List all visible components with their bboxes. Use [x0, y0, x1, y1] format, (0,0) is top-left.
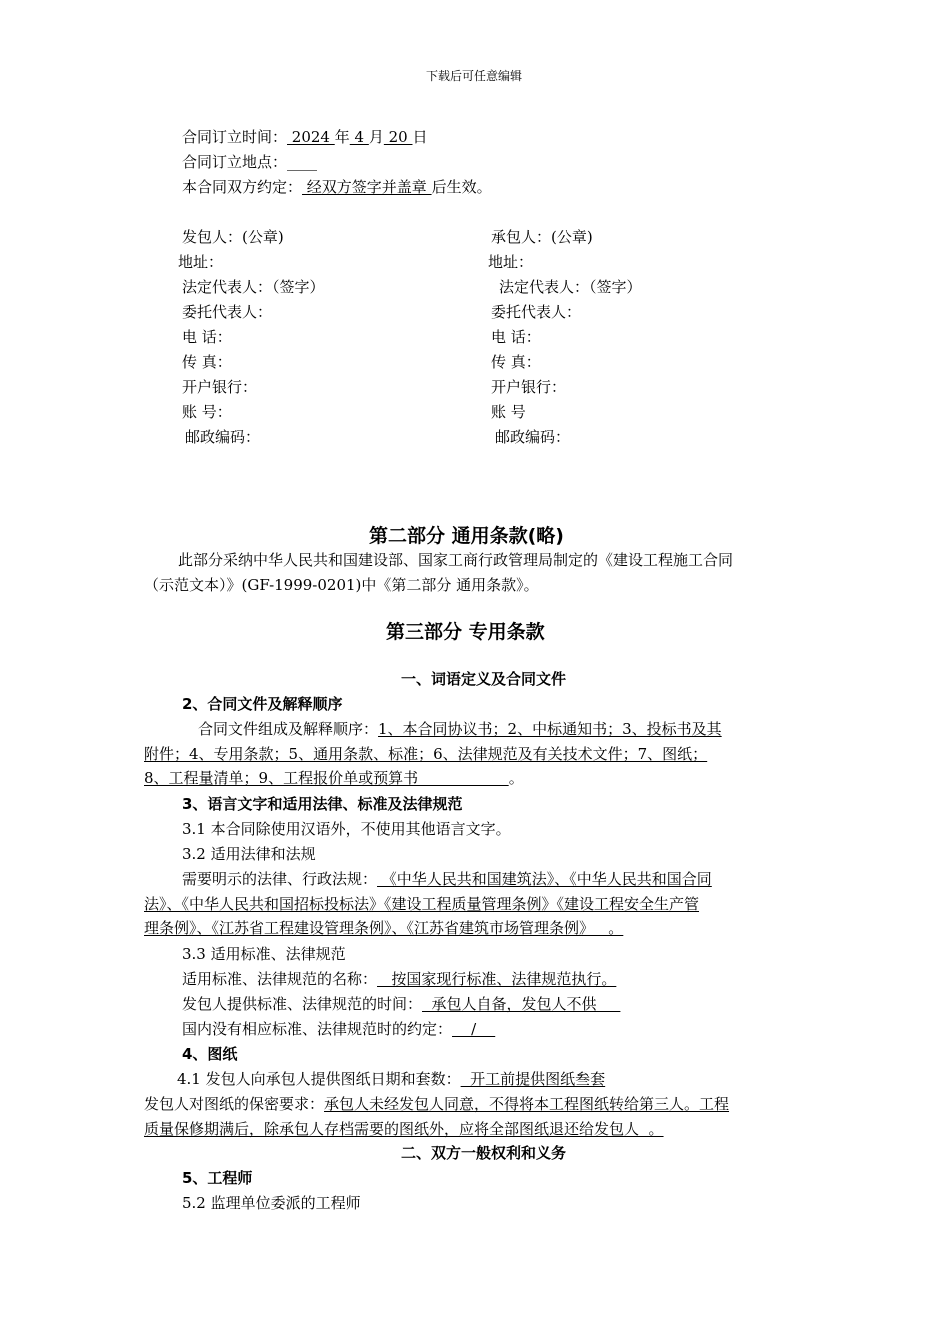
contract-agreement-line: [182, 177, 492, 197]
laws-line1: 《中华人民共和国建筑法》、《中华人民共和国合同: [377, 870, 712, 888]
employer-postcode-label: 邮政编码：: [185, 428, 261, 446]
laws-label: 需要明示的法律、行政法规：: [182, 870, 378, 888]
standards-none-line: [182, 1019, 495, 1039]
contract-date-year: 2024: [287, 128, 335, 146]
section-rights-heading: 二、双方一般权利和义务: [401, 1144, 567, 1162]
laws-line2: 法》、《中华人民共和国招标投标法》《建设工程质量管理条例》《建设工程安全生产管: [144, 894, 700, 913]
employer-bank-label: 开户银行：: [182, 378, 258, 396]
document-order-line3: 8、工程量清单；9、工程报价单或预算书: [144, 769, 509, 787]
standards-name-label: 适用标准、法律规范的名称：: [182, 970, 378, 988]
part2-title: 第二部分 通用条款(略): [369, 525, 564, 547]
contract-date-day: 20: [383, 128, 413, 146]
part2-body-line1: 此部分采纳中华人民共和国建设部、国家工商行政管理局制定的《建设工程施工合同: [178, 551, 734, 569]
year-unit: 年: [334, 128, 350, 146]
employer-address-label: 地址：: [178, 253, 224, 271]
clause2-heading: 2、合同文件及解释顺序: [182, 695, 343, 713]
contractor-legal-rep-label: 法定代表人：（签字）: [499, 278, 642, 296]
document-order-line1: 1、本合同协议书；2、中标通知书；3、投标书及其: [378, 720, 722, 738]
month-unit: 月: [368, 128, 384, 146]
confidentiality-label: 发包人对图纸的保密要求：: [144, 1095, 325, 1113]
section-definitions-heading: 一、词语定义及合同文件: [401, 670, 567, 688]
document-order-line2: 附件；4、专用条款；5、通用条款、标准；6、法律规范及有关技术文件；7、图纸；: [144, 744, 708, 763]
day-unit: 日: [412, 128, 428, 146]
clause3-1: 3.1 本合同除使用汉语外，不使用其他语言文字。: [182, 820, 511, 838]
clause4-1-label: 4.1 发包人向承包人提供图纸日期和套数：: [177, 1070, 461, 1088]
contractor-fax-label: 传 真：: [491, 353, 541, 371]
employer-party-label: 发包人：(公章): [182, 228, 284, 246]
employer-account-label: 账 号：: [182, 403, 232, 421]
contractor-agent-label: 委托代表人：: [491, 303, 582, 321]
employer-legal-rep-label: 法定代表人：（签字）: [182, 278, 325, 296]
standards-name-value: 按国家现行标准、法律规范执行。: [377, 970, 617, 988]
laws-paragraph: [144, 867, 806, 941]
standards-time-line: [182, 994, 620, 1014]
clause5-2: 5.2 监理单位委派的工程师: [182, 1194, 361, 1212]
contractor-phone-label: 电 话：: [491, 328, 541, 346]
confidentiality-paragraph: [144, 1092, 806, 1141]
part3-title: 第三部分 专用条款: [386, 621, 545, 643]
document-order-end: 。: [508, 769, 524, 787]
contract-agreement-suffix: 后生效。: [431, 178, 492, 196]
contract-date-label: 合同订立时间：: [182, 128, 288, 146]
clause5-heading: 5、工程师: [182, 1169, 253, 1187]
contract-agreement-label: 本合同双方约定：: [182, 178, 303, 196]
contract-place-value: ____: [287, 153, 318, 171]
contract-date-line: [182, 127, 428, 147]
contract-place-label: 合同订立地点：: [182, 153, 288, 171]
standards-none-label: 国内没有相应标准、法律规范时的约定：: [182, 1020, 453, 1038]
contractor-account-label: 账 号: [491, 403, 526, 421]
document-order-paragraph: [144, 717, 806, 791]
contract-agreement-value: 经双方签字并盖章: [302, 178, 432, 196]
contract-date-month: 4: [349, 128, 369, 146]
clause3-2: 3.2 适用法律和法规: [182, 845, 316, 863]
employer-phone-label: 电 话：: [182, 328, 232, 346]
employer-fax-label: 传 真：: [182, 353, 232, 371]
confidentiality-line1: 承包人未经发包人同意，不得将本工程图纸转给第三人。工程: [324, 1095, 730, 1113]
contractor-postcode-label: 邮政编码：: [495, 428, 571, 446]
clause3-heading: 3、语言文字和适用法律、标准及法律规范: [182, 795, 463, 813]
standards-time-label: 发包人提供标准、法律规范的时间：: [182, 995, 423, 1013]
confidentiality-line2: 质量保修期满后，除承包人存档需要的图纸外，应将全部图纸退还给发包人 。: [144, 1119, 664, 1138]
clause4-heading: 4、图纸: [182, 1045, 238, 1063]
employer-agent-label: 委托代表人：: [182, 303, 273, 321]
clause4-1-value: 开工前提供图纸叁套: [460, 1070, 606, 1088]
standards-time-value: 承包人自备，发包人不供: [422, 995, 621, 1013]
standards-none-value: /: [452, 1020, 496, 1038]
contractor-bank-label: 开户银行：: [491, 378, 567, 396]
page-header-note: 下载后可任意编辑: [426, 69, 523, 83]
contractor-address-label: 地址：: [488, 253, 534, 271]
clause3-3: 3.3 适用标准、法律规范: [182, 945, 346, 963]
document-order-label: 合同文件组成及解释顺序：: [198, 720, 379, 738]
part2-body-line2: （示范文本）》(GF-1999-0201)中《第二部分 通用条款》。: [144, 576, 539, 594]
laws-line3: 理条例》、《江苏省工程建设管理条例》、《江苏省建筑市场管理条例》 。: [144, 919, 624, 937]
contract-place-line: [182, 152, 317, 172]
standards-name-line: [182, 969, 616, 989]
contractor-party-label: 承包人：(公章): [491, 228, 593, 246]
clause4-1-line: [177, 1069, 605, 1089]
